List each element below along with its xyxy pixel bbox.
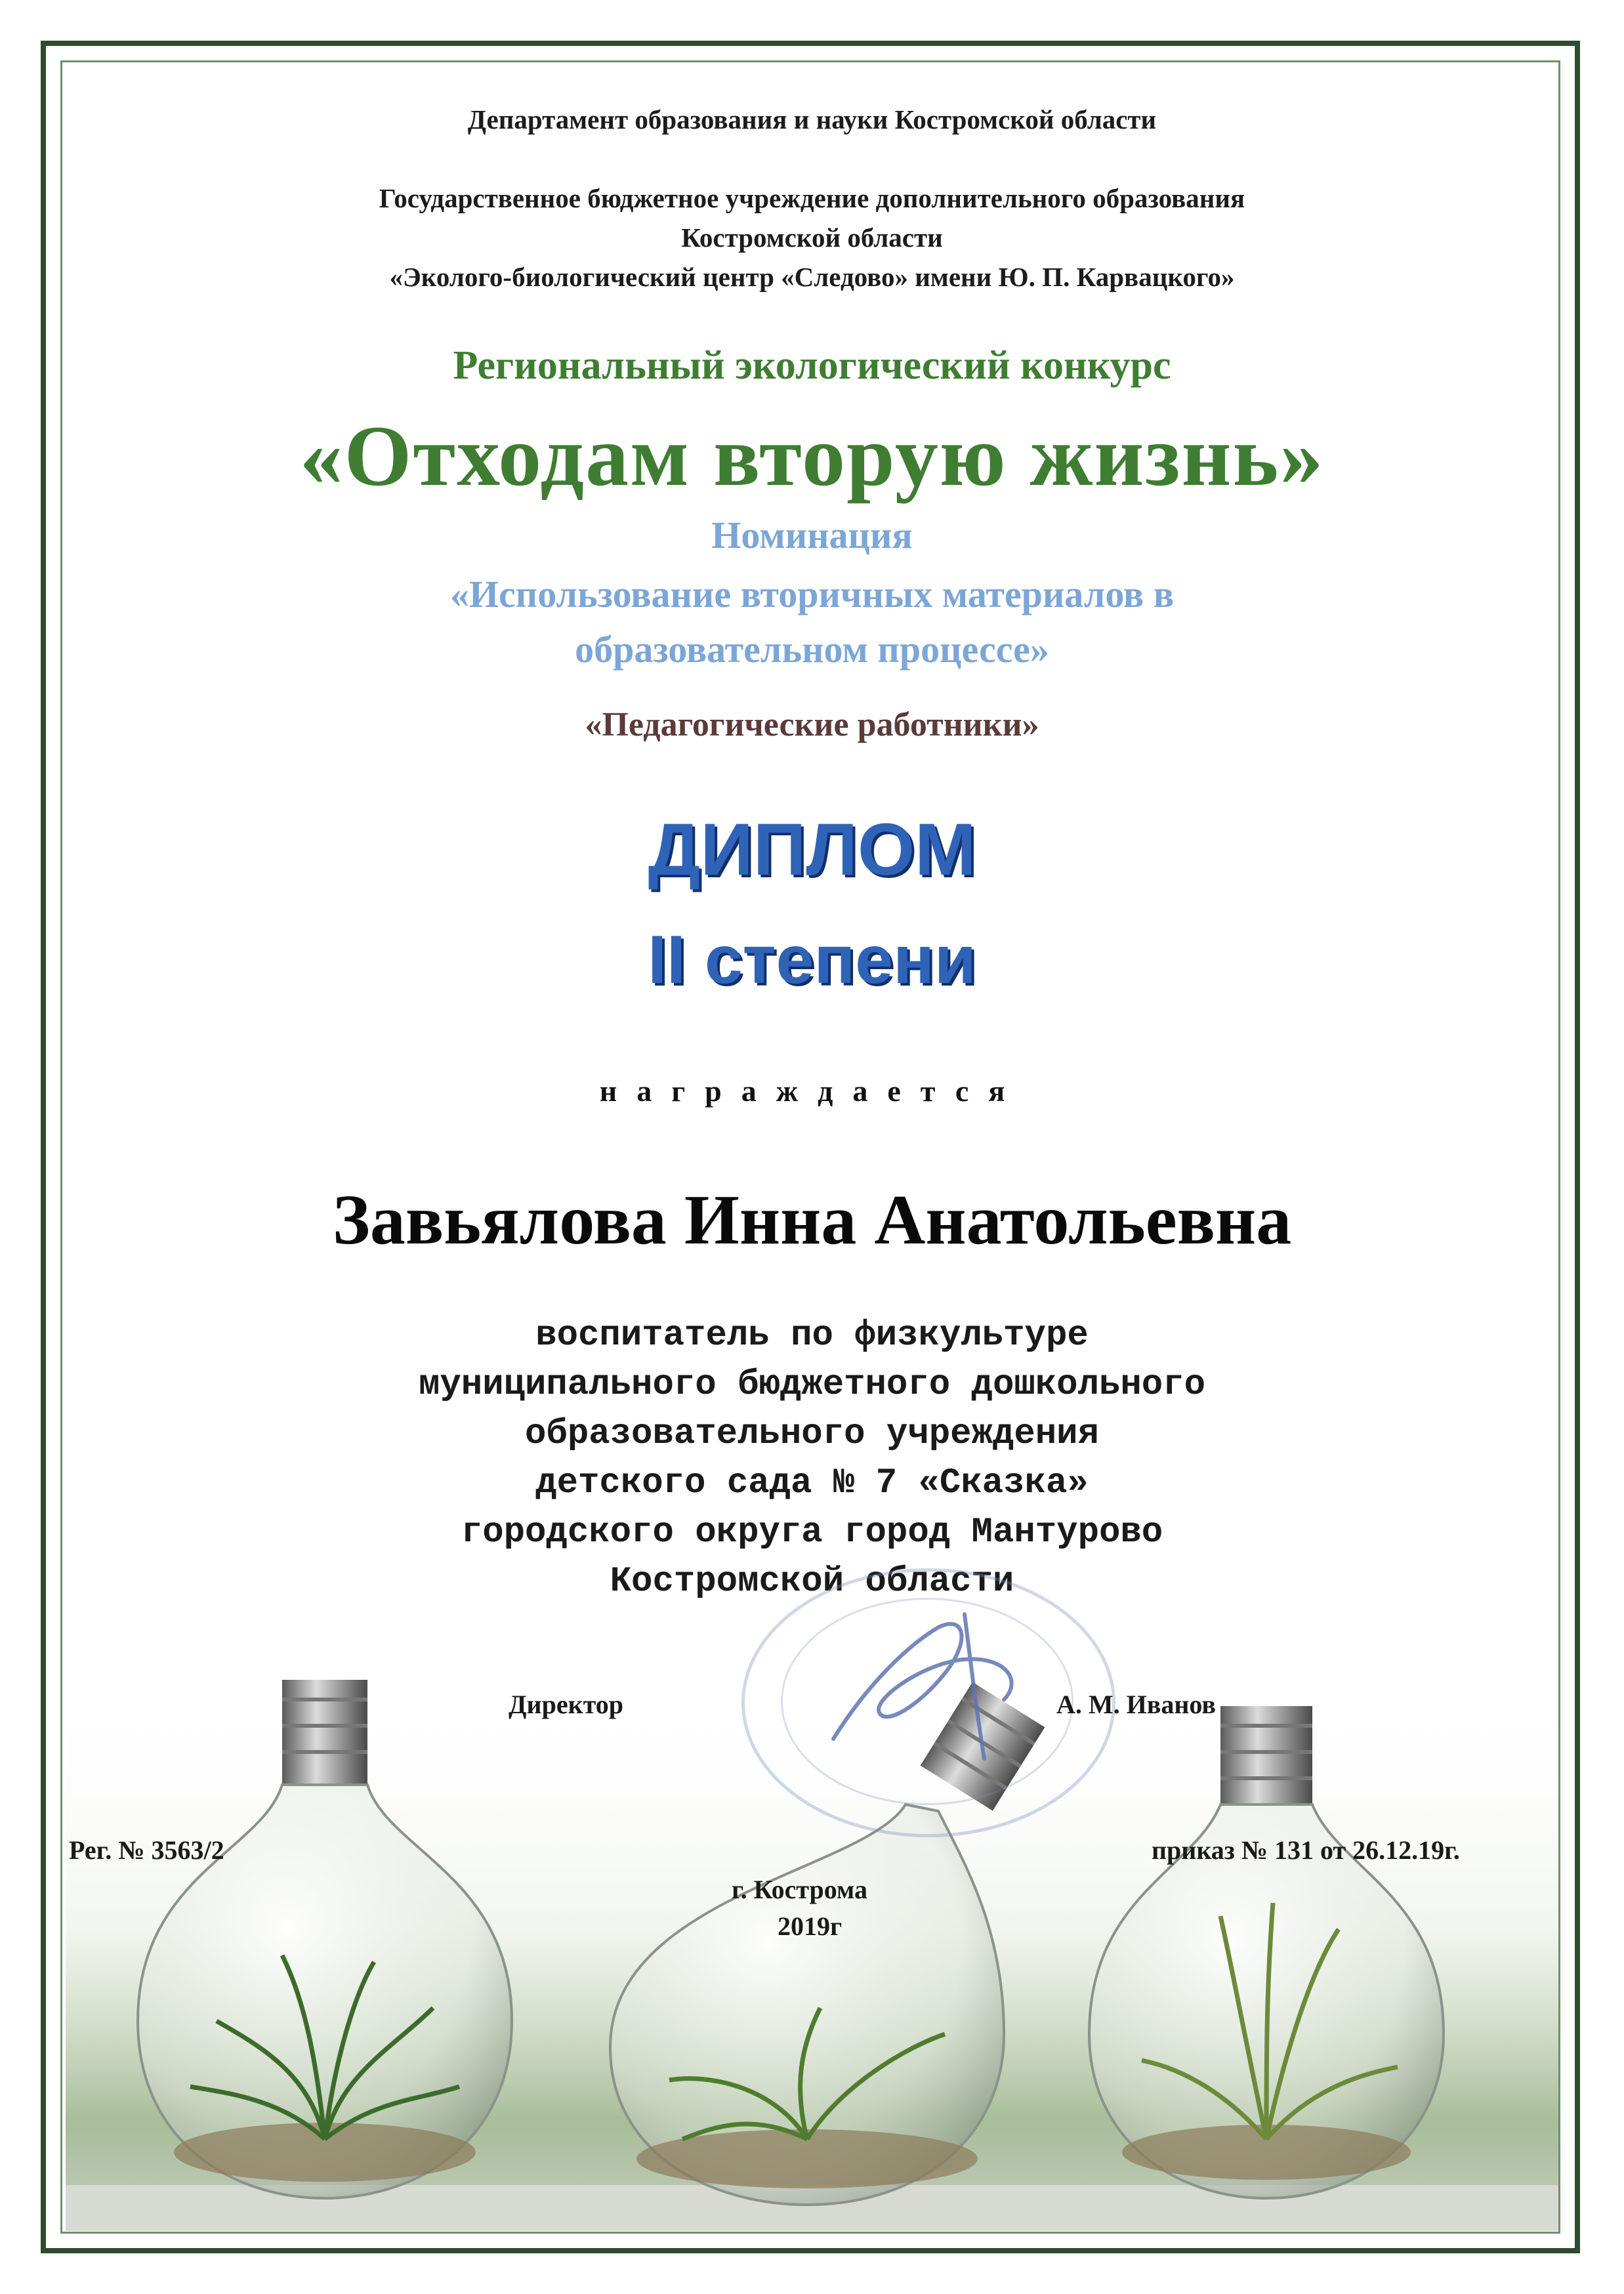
position-line-3: образовательного учреждения: [525, 1414, 1099, 1454]
nomination-label: Номинация: [711, 514, 913, 556]
diploma-degree: II степени: [648, 922, 976, 998]
department-name: Департамент образования и науки Костромской области: [467, 104, 1157, 135]
issue-city: г. Кострома: [732, 1875, 868, 1904]
contest-subtitle: Региональный экологический конкурс: [453, 343, 1171, 388]
nomination-category: «Педагогические работники»: [585, 706, 1039, 743]
nomination-line-2: образовательном процессе»: [575, 628, 1049, 671]
order-number: приказ № 131 от 26.12.19г.: [1152, 1835, 1460, 1865]
position-line-5: городского округа город Мантурово: [461, 1512, 1163, 1553]
position-line-4: детского сада № 7 «Сказка»: [535, 1463, 1089, 1503]
position-line-1: воспитатель по физкультуре: [535, 1316, 1089, 1356]
director-role: Директор: [509, 1690, 623, 1719]
contest-title: «Отходам вторую жизнь»: [299, 407, 1325, 504]
position-line-6: Костромской области: [610, 1562, 1014, 1602]
institution-line-1: Государственное бюджетное учреждение дополнительного образования: [379, 183, 1245, 213]
nomination-line-1: «Использование вторичных материалов в: [449, 573, 1175, 615]
registration-number: Рег. № 3563/2: [69, 1835, 224, 1865]
awarded-label: награждается: [599, 1074, 1025, 1108]
recipient-name: Завьялова Инна Анатольевна: [332, 1181, 1292, 1259]
director-name: А. М. Иванов: [1056, 1690, 1217, 1719]
director-signature-icon: [807, 1588, 1056, 1785]
issue-year: 2019г: [778, 1911, 843, 1941]
position-line-2: муниципального бюджетного дошкольного: [419, 1365, 1205, 1405]
institution-line-2: Костромской области: [681, 222, 943, 253]
institution-line-3: «Эколого-биологический центр «Следово» имени Ю. П. Карвацкого»: [389, 262, 1235, 292]
diploma-title: ДИПЛОМ: [648, 808, 976, 890]
